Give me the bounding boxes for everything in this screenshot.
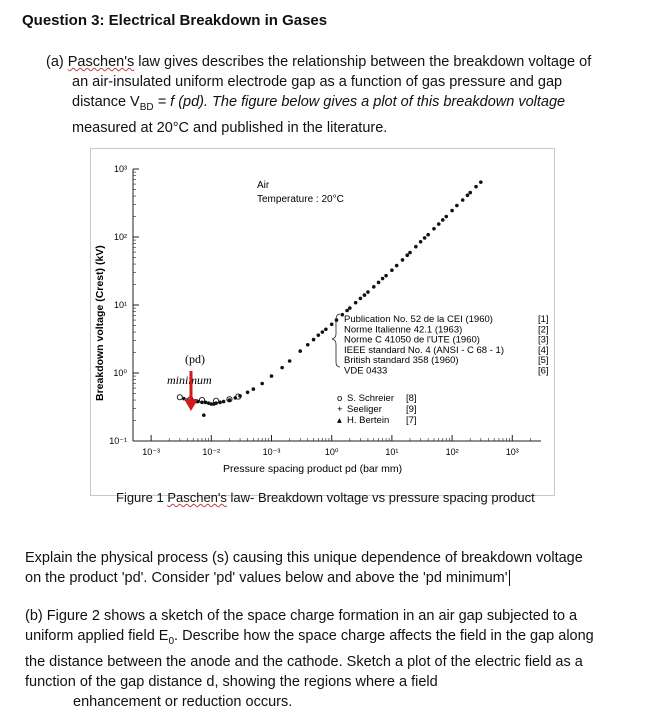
y-tick-label: 10²: [113, 232, 127, 242]
x-tick-label: 10⁻³: [142, 447, 161, 457]
data-point: [252, 387, 256, 391]
data-point: [381, 277, 385, 281]
reference-brace: [332, 314, 340, 367]
x-tick-label: 10²: [445, 447, 459, 457]
data-point: [461, 198, 465, 202]
part-a-line-1: law gives describes the relationship between the breakdown voltage of: [134, 54, 592, 70]
part-b-line-1: (b) Figure 2 shows a sketch of the space charge formation in an air gap subjected to a: [25, 608, 578, 624]
chart-title-air: Air: [257, 180, 270, 191]
data-point: [348, 306, 352, 310]
reference-text: Norme Italienne 42.1 (1963): [344, 324, 463, 336]
data-point: [384, 274, 388, 278]
chart-title-temp: Temperature : 20°C: [257, 194, 344, 205]
x-tick-label: 10³: [505, 447, 519, 457]
data-point: [468, 191, 472, 195]
legend-ref: [9]: [406, 404, 417, 415]
reference-number: [6]: [538, 365, 549, 377]
x-tick-label: 10⁻³: [262, 447, 281, 457]
explain-line-2: on the product 'pd'. Consider 'pd' values below and above the 'pd minimum': [25, 570, 508, 586]
x-tick-label: 10⁻²: [202, 447, 221, 457]
figure-caption: Figure 1 Paschen's law- Breakdown voltage vs pressure spacing product: [116, 490, 535, 505]
part-b-line-2: uniform applied field $E_0$. Describe how the space charge affects the field in the gap along: [25, 628, 594, 647]
reference-number: [5]: [538, 355, 549, 367]
part-a-line-2: an air-insulated uniform electrode gap as a function of gas pressure and gap: [72, 74, 563, 90]
y-tick-label: 10⁰: [113, 368, 127, 378]
question-heading: Question 3: Electrical Breakdown in Gases: [22, 12, 328, 29]
reference-number: [2]: [538, 324, 549, 336]
y-tick-label: 10⁻¹: [109, 436, 127, 446]
data-point: [419, 240, 423, 244]
data-point: [321, 330, 325, 334]
paschen-chart: [91, 149, 554, 495]
data-point: [354, 301, 358, 305]
explain-paragraph: [25, 548, 635, 588]
reference-number: [1]: [538, 314, 549, 325]
data-point: [330, 323, 334, 327]
legend-ref: [8]: [406, 393, 417, 404]
reference-number: [4]: [538, 344, 549, 356]
legend-label: H. Bertein: [347, 415, 390, 426]
part-b-line-5: enhancement or reduction occurs.: [73, 693, 293, 710]
part-b-paragraph: [25, 606, 635, 712]
data-point: [377, 281, 381, 285]
data-point: [335, 318, 339, 322]
part-a-line-4: measured at 20°C and published in the literature.: [72, 119, 388, 136]
data-point-open: [177, 395, 182, 400]
data-point: [366, 290, 370, 294]
data-point: [270, 374, 274, 378]
reference-text: British standard 358 (1960): [344, 355, 459, 367]
legend-label: S. Schreier: [347, 393, 394, 404]
data-point: [288, 359, 292, 363]
part-a-paragraph: [46, 52, 626, 138]
reference-text: Norme C 41050 de l'UTE (1960): [344, 334, 480, 346]
data-point: [479, 180, 483, 184]
minimum-label: minimum: [167, 373, 212, 387]
data-point: [363, 293, 367, 297]
reference-text: VDE 0433: [344, 365, 388, 377]
data-point: [246, 391, 250, 395]
explain-line-1: Explain the physical process (s) causing this unique dependence of breakdown voltage: [25, 550, 583, 566]
data-point: [466, 194, 470, 198]
reference-text: IEEE standard No. 4 (ANSI - C 68 - 1): [344, 344, 504, 356]
reference-number: [3]: [538, 334, 549, 346]
legend-symbol: +: [337, 404, 343, 415]
data-point: [437, 222, 441, 226]
data-point: [423, 236, 427, 240]
legend-label: Seeliger: [347, 404, 382, 415]
data-point: [441, 218, 445, 222]
x-axis-label: Pressure spacing product pd (bar mm): [223, 463, 403, 475]
text-cursor: [509, 570, 510, 586]
red-arrow-head: [184, 399, 198, 411]
y-axis-label: Breakdown voltage (Crest) (kV): [94, 245, 106, 401]
x-tick-label: 10¹: [385, 447, 399, 457]
data-point: [414, 245, 418, 249]
paschen-figure: [90, 148, 555, 496]
part-a-label: (a): [46, 54, 64, 70]
data-point: [345, 309, 349, 313]
data-point: [455, 204, 459, 208]
part-b-line-3: the distance between the anode and the cathode. Sketch a plot of the electric field as a: [25, 653, 583, 670]
data-point: [222, 400, 226, 404]
part-b-line-4: function of the gap distance d, showing the regions where a field: [25, 673, 438, 690]
y-tick-label: 10¹: [113, 300, 127, 310]
data-point: [202, 413, 206, 417]
pd-label: (pd): [185, 352, 205, 366]
data-point: [324, 327, 328, 331]
data-point: [444, 215, 448, 219]
data-point: [317, 333, 321, 337]
data-point: [432, 227, 436, 231]
data-point: [260, 382, 264, 386]
data-point: [408, 251, 412, 255]
data-point: [280, 366, 284, 370]
data-point: [298, 349, 302, 353]
data-point: [426, 233, 430, 237]
data-point: [372, 285, 376, 289]
data-point: [312, 338, 316, 342]
data-point: [390, 268, 394, 272]
paschen-link: Paschen's: [67, 54, 135, 70]
data-point: [306, 343, 310, 347]
legend-symbol: ▴: [337, 415, 342, 426]
data-point: [359, 297, 363, 301]
data-point: [405, 253, 409, 257]
x-tick-label: 10⁰: [324, 447, 339, 457]
part-a-line-3: distance $V_{BD} = f$ (pd). The figure below gives a plot of this breakdown voltage: [72, 94, 566, 113]
data-point: [474, 185, 478, 189]
data-point: [395, 264, 399, 268]
y-tick-label: 10³: [113, 164, 127, 174]
legend-symbol: o: [337, 393, 343, 404]
data-point: [450, 209, 454, 213]
legend-ref: [7]: [406, 415, 417, 426]
reference-text: Publication No. 52 de la CEI (1960): [344, 314, 493, 325]
data-point: [401, 258, 405, 262]
